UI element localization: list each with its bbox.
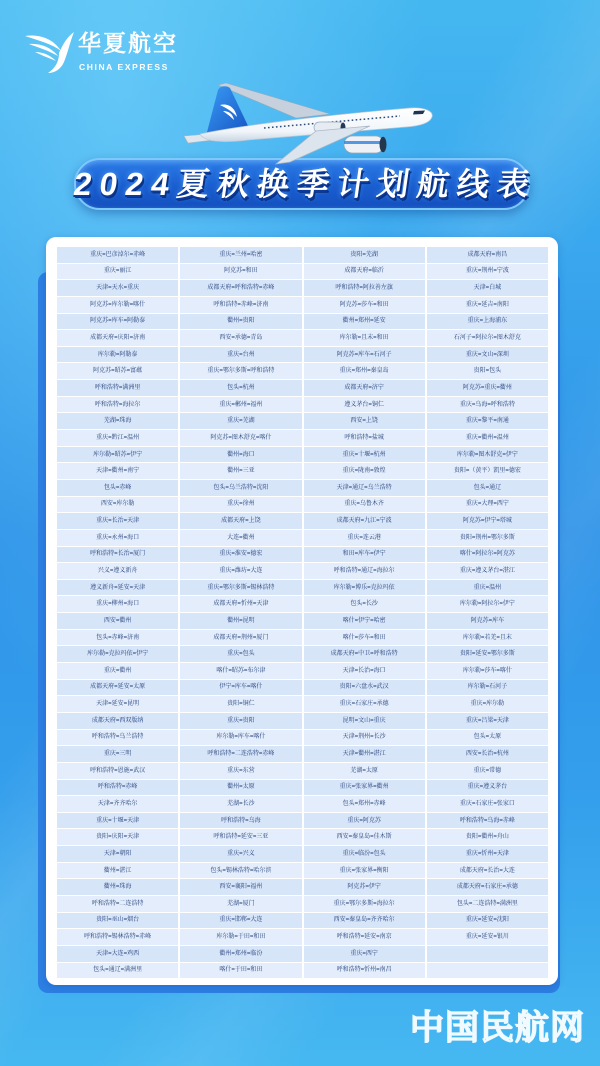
route-cell: 阿克苏=重庆=衢州: [427, 380, 548, 396]
route-cell: 成都天府=上饶: [180, 513, 301, 529]
route-cell: 呼和浩特=乌海: [180, 813, 301, 829]
route-cell: 重庆=柳州=海口: [57, 596, 178, 612]
route-cell: 重庆=黎平=南通: [427, 413, 548, 429]
route-cell: 呼和浩特=长治=厦门: [57, 547, 178, 563]
route-cell: 重庆=三明: [57, 746, 178, 762]
route-cell: 西安=秦皇岛=佳木斯: [304, 829, 425, 845]
route-row: [57, 314, 548, 330]
route-cell: 重庆=淮安=德宏: [180, 547, 301, 563]
route-cell: 重庆=延安=银川: [427, 929, 548, 945]
route-cell: 重庆=延安=沈阳: [427, 913, 548, 929]
bird-logo-icon: [22, 24, 76, 74]
route-cell: 阿克苏=和田: [180, 264, 301, 280]
route-cell: 衢州=郑州=延安: [304, 314, 425, 330]
route-cell: 库尔勒=莎车=喀什: [427, 663, 548, 679]
route-cell: 重庆=石家庄=张家口: [427, 796, 548, 812]
route-cell: 重庆=临汾=包头: [304, 846, 425, 862]
route-cell: 包头=赤峰=济南: [57, 630, 178, 646]
route-cell: 库尔勒=且末=和田: [304, 330, 425, 346]
route-cell: 重庆=忻州=天津: [427, 846, 548, 862]
route-cell: 重庆=文山=深圳: [427, 347, 548, 363]
route-cell: 重庆=郑州=秦皇岛: [304, 363, 425, 379]
route-row: [57, 497, 548, 513]
route-cell: 重庆=兰州=哈密: [180, 247, 301, 263]
route-cell: 呼和浩特=二连浩特: [57, 896, 178, 912]
route-cell: 重庆=遵义茅台: [427, 780, 548, 796]
route-cell: 衢州=贵阳: [180, 314, 301, 330]
route-cell: 重庆=郴州=福州: [180, 397, 301, 413]
route-cell: 贵阳=巫山=烟台: [57, 913, 178, 929]
route-cell: 阿克苏=图木舒克=喀什: [180, 430, 301, 446]
route-cell: 天津=衢州=湛江: [304, 746, 425, 762]
route-cell: 重庆=潍坊=大连: [180, 563, 301, 579]
route-cell: 呼和浩特=赤峰: [57, 780, 178, 796]
route-cell: 贵阳=庆阳=天津: [57, 829, 178, 845]
route-cell: 重庆=巴彦淖尔=赤峰: [57, 247, 178, 263]
route-cell: 西安=承德=青岛: [180, 330, 301, 346]
route-row: [57, 430, 548, 446]
route-cell: 石河子=阿拉尔=图木舒克: [427, 330, 548, 346]
route-cell: 呼和浩特=赤峰=济南: [180, 297, 301, 313]
route-row: [57, 330, 548, 346]
route-cell: 重庆=阿克苏: [304, 813, 425, 829]
route-cell: 天津=通辽=乌兰浩特: [304, 480, 425, 496]
route-cell: 重庆=石家庄=承德: [304, 696, 425, 712]
watermark: 中国民航网: [410, 1008, 585, 1048]
route-cell: 兴义=遵义新舟: [57, 563, 178, 579]
route-cell: 成都天府=庆阳=济南: [57, 330, 178, 346]
route-cell: 库尔勒=博乐=克拉玛依: [304, 580, 425, 596]
route-row: [57, 796, 548, 812]
route-cell: 阿克苏=伊宁=塔城: [427, 513, 548, 529]
route-row: [57, 896, 548, 912]
route-cell: 呼和浩特=通辽=海拉尔: [304, 563, 425, 579]
route-row: [57, 480, 548, 496]
route-cell: 阿克苏=莎车=和田: [304, 297, 425, 313]
route-cell: 天津=长治=海口: [304, 663, 425, 679]
route-cell: 包头=长沙: [304, 596, 425, 612]
route-cell: 重庆=丽江: [57, 264, 178, 280]
route-cell: 重庆=乌鲁木齐: [304, 497, 425, 513]
route-cell: 贵阳=芜湖: [304, 247, 425, 263]
route-cell: 重庆=十堰=杭州: [304, 447, 425, 463]
route-cell: 芜湖=长沙: [180, 796, 301, 812]
brand-name-en: CHINA EXPRESS: [79, 62, 169, 72]
route-cell: 重庆=贵阳: [180, 713, 301, 729]
route-row: [57, 380, 548, 396]
route-row: [57, 713, 548, 729]
route-row: [57, 680, 548, 696]
route-cell: 西安=襄阳=福州: [180, 879, 301, 895]
route-row: [57, 763, 548, 779]
route-cell: 昆明=文山=重庆: [304, 713, 425, 729]
route-cell: 重庆=台州: [180, 347, 301, 363]
route-cell: 遵义茅台=铜仁: [304, 397, 425, 413]
route-cell: 重庆=黔江=温州: [57, 430, 178, 446]
route-cell: 呼和浩特=恩施=武汉: [57, 763, 178, 779]
route-cell: 包头=通辽=满洲里: [57, 963, 178, 979]
route-cell: 喀什=莎车=和田: [304, 630, 425, 646]
route-cell: 成都天府=南昌: [427, 247, 548, 263]
route-cell: 贵阳=六盘水=武汉: [304, 680, 425, 696]
route-cell: 重庆=张家界=衢州: [304, 780, 425, 796]
route-cell: 衢州=昆明: [180, 613, 301, 629]
route-row: [57, 280, 548, 296]
route-cell: 库尔勒=阿勒泰: [57, 347, 178, 363]
route-cell: 库尔勒=克拉玛依=伊宁: [57, 646, 178, 662]
route-cell: 呼和浩特=阿拉善左旗: [304, 280, 425, 296]
route-cell: 西安=秦皇岛=齐齐哈尔: [304, 913, 425, 929]
route-cell: 库尔勒=昭苏=伊宁: [57, 447, 178, 463]
route-cell: 成都天府=中卫=呼和浩特: [304, 646, 425, 662]
route-cell: 呼和浩特=盐城: [304, 430, 425, 446]
route-cell: 大连=衢州: [180, 530, 301, 546]
route-cell: 阿克苏=昭苏=富蕴: [57, 363, 178, 379]
route-table-card: [46, 237, 558, 985]
route-cell: 重庆=兴义: [180, 846, 301, 862]
route-cell: 呼和浩特=锡林浩特=赤峰: [57, 929, 178, 945]
route-cell: 库尔勒=阿拉尔=伊宁: [427, 596, 548, 612]
airplane-illustration: [178, 78, 433, 170]
near-engine: [344, 136, 384, 153]
route-row: [57, 646, 548, 662]
route-cell: 重庆=鄂尔多斯=海拉尔: [304, 896, 425, 912]
route-cell: 重庆=上海浦东: [427, 314, 548, 330]
route-cell: 成都天府=延安=太原: [57, 680, 178, 696]
route-cell: 重庆=永州=海口: [57, 530, 178, 546]
route-cell: 呼和浩特=海拉尔: [57, 397, 178, 413]
route-cell: 重庆=长治=天津: [57, 513, 178, 529]
route-cell: 呼和浩特=忻州=南昌: [304, 963, 425, 979]
route-cell: 重庆=芜湖: [180, 413, 301, 429]
route-cell: 重庆=陇南=敦煌: [304, 463, 425, 479]
route-row: [57, 879, 548, 895]
route-row: [57, 613, 548, 629]
route-cell: 成都天府=石家庄=承德: [427, 879, 548, 895]
route-row: [57, 363, 548, 379]
route-cell: 衢州=郑州=临汾: [180, 946, 301, 962]
route-cell: 衢州=海口: [180, 447, 301, 463]
route-cell: 呼和浩特=延安=三亚: [180, 829, 301, 845]
route-cell: 天津=大连=鸡西: [57, 946, 178, 962]
route-cell: 天津=朝阳: [57, 846, 178, 862]
route-cell: 重庆=遵义茅台=湛江: [427, 563, 548, 579]
route-cell: 成都天府=济宁: [304, 380, 425, 396]
route-cell: 重庆=常德: [427, 763, 548, 779]
route-row: [57, 596, 548, 612]
route-cell: [427, 963, 548, 979]
route-row: [57, 630, 548, 646]
route-cell: 重庆=大理=西宁: [427, 497, 548, 513]
route-cell: 重庆=邯郸=大连: [180, 913, 301, 929]
route-cell: 重庆=吕梁=天津: [427, 713, 548, 729]
route-cell: 贵阳=延安=鄂尔多斯: [427, 646, 548, 662]
route-cell: 西安=库尔勒: [57, 497, 178, 513]
route-row: [57, 913, 548, 929]
route-row: [57, 463, 548, 479]
route-cell: 芜湖=珠海: [57, 413, 178, 429]
route-cell: [427, 946, 548, 962]
route-cell: 天津=齐齐哈尔: [57, 796, 178, 812]
route-cell: 成都天府=西双版纳: [57, 713, 178, 729]
route-cell: 成都天府=忻州=天津: [180, 596, 301, 612]
page-title: 2024夏秋换季计划航线表: [71, 166, 541, 202]
route-cell: 库尔勒=图木舒克=伊宁: [427, 447, 548, 463]
route-cell: 成都天府=长治=大连: [427, 863, 548, 879]
route-cell: 包头=通辽: [427, 480, 548, 496]
route-cell: 芜湖=太原: [304, 763, 425, 779]
route-row: [57, 513, 548, 529]
route-row: [57, 946, 548, 962]
route-cell: 重庆=衢州=温州: [427, 430, 548, 446]
route-cell: 包头=太原: [427, 730, 548, 746]
route-cell: 成都天府=临沂: [304, 264, 425, 280]
route-cell: 包头=杭州: [180, 380, 301, 396]
route-cell: 天津=衢州=南宁: [57, 463, 178, 479]
route-row: [57, 863, 548, 879]
route-cell: 库尔勒=库车=喀什: [180, 730, 301, 746]
route-cell: 重庆=鄂尔多斯=呼和浩特: [180, 363, 301, 379]
route-cell: 贵阳=荆州=鄂尔多斯: [427, 530, 548, 546]
route-cell: 贵阳=铜仁: [180, 696, 301, 712]
route-row: [57, 580, 548, 596]
route-cell: 库尔勒=于田=和田: [180, 929, 301, 945]
route-cell: 重庆=延吉=南阳: [427, 297, 548, 313]
route-cell: 和田=库车=伊宁: [304, 547, 425, 563]
route-cell: 呼和浩特=延安=南京: [304, 929, 425, 945]
route-cell: 重庆=连云港: [304, 530, 425, 546]
route-cell: 包头=赤峰: [57, 480, 178, 496]
route-cell: 阿克苏=伊宁: [304, 879, 425, 895]
route-row: [57, 780, 548, 796]
route-row: [57, 663, 548, 679]
route-row: [57, 547, 548, 563]
route-cell: 呼和浩特=乌兰浩特: [57, 730, 178, 746]
route-cell: 重庆=张家界=衡阳: [304, 863, 425, 879]
route-cell: 包头=二连浩特=满洲里: [427, 896, 548, 912]
route-cell: 成都天府=荆州=厦门: [180, 630, 301, 646]
route-cell: 包头=郑州=赤峰: [304, 796, 425, 812]
route-cell: 衢州=三亚: [180, 463, 301, 479]
route-cell: 喀什=于田=和田: [180, 963, 301, 979]
route-cell: 库尔勒=若羌=且末: [427, 630, 548, 646]
route-row: [57, 929, 548, 945]
route-cell: 天津=延安=昆明: [57, 696, 178, 712]
route-cell: 成都天府=呼和浩特=赤峰: [180, 280, 301, 296]
route-cell: 包头=锡林浩特=哈尔滨: [180, 863, 301, 879]
route-row: [57, 447, 548, 463]
route-row: [57, 963, 548, 979]
route-cell: 重庆=十堰=天津: [57, 813, 178, 829]
route-cell: 呼和浩特=二连浩特=赤峰: [180, 746, 301, 762]
route-cell: 重庆=荆州=宁波: [427, 264, 548, 280]
route-row: [57, 846, 548, 862]
route-cell: 重庆=乌海=呼和浩特: [427, 397, 548, 413]
route-cell: 衢州=太原: [180, 780, 301, 796]
route-cell: 喀什=昭苏=布尔津: [180, 663, 301, 679]
route-cell: 天津=白城: [427, 280, 548, 296]
route-row: [57, 730, 548, 746]
brand-name-cn: 华夏航空: [78, 30, 178, 56]
route-cell: 贵阳=衢州=舟山: [427, 829, 548, 845]
route-cell: 重庆=衢州: [57, 663, 178, 679]
route-cell: 重庆=包头: [180, 646, 301, 662]
route-row: [57, 413, 548, 429]
route-cell: 贵阳=包头: [427, 363, 548, 379]
route-cell: 喀什=伊宁=哈密: [304, 613, 425, 629]
route-cell: 重庆=东营: [180, 763, 301, 779]
route-cell: 库尔勒=石河子: [427, 680, 548, 696]
route-cell: 包头=乌兰浩特=沈阳: [180, 480, 301, 496]
route-cell: 天津=天水=重庆: [57, 280, 178, 296]
route-cell: 阿克苏=库车=阿勒泰: [57, 314, 178, 330]
route-row: [57, 746, 548, 762]
route-cell: 衢州=湛江: [57, 863, 178, 879]
route-row: [57, 347, 548, 363]
route-cell: 重庆=西宁: [304, 946, 425, 962]
route-cell: 衢州=珠海: [57, 879, 178, 895]
route-cell: 西安=上饶: [304, 413, 425, 429]
route-cell: 阿克苏=库车: [427, 613, 548, 629]
route-cell: 阿克苏=库车=石河子: [304, 347, 425, 363]
route-row: [57, 264, 548, 280]
route-table: [57, 247, 548, 978]
route-row: [57, 696, 548, 712]
route-row: [57, 297, 548, 313]
route-cell: 阿克苏=库尔勒=喀什: [57, 297, 178, 313]
route-cell: 喀什=阿拉尔=阿克苏: [427, 547, 548, 563]
route-row: [57, 829, 548, 845]
route-cell: 西安=衢州: [57, 613, 178, 629]
route-cell: 遵义新舟=延安=天津: [57, 580, 178, 596]
route-cell: 成都天府=九江=宁波: [304, 513, 425, 529]
route-cell: 芜湖=厦门: [180, 896, 301, 912]
route-row: [57, 530, 548, 546]
route-cell: 贵阳=（黄平）凯里=德宏: [427, 463, 548, 479]
route-cell: 重庆=徐州: [180, 497, 301, 513]
route-row: [57, 563, 548, 579]
route-cell: 重庆=库尔勒: [427, 696, 548, 712]
brand-logo: [22, 22, 187, 78]
route-row: [57, 813, 548, 829]
route-cell: 呼和浩特=乌海=赤峰: [427, 813, 548, 829]
route-row: [57, 247, 548, 263]
route-row: [57, 397, 548, 413]
route-cell: 重庆=温州: [427, 580, 548, 596]
route-cell: 天津=荆州=长沙: [304, 730, 425, 746]
route-cell: 呼和浩特=满洲里: [57, 380, 178, 396]
route-cell: 伊宁=库车=喀什: [180, 680, 301, 696]
route-cell: 西安=长治=杭州: [427, 746, 548, 762]
route-cell: 重庆=鄂尔多斯=锡林浩特: [180, 580, 301, 596]
